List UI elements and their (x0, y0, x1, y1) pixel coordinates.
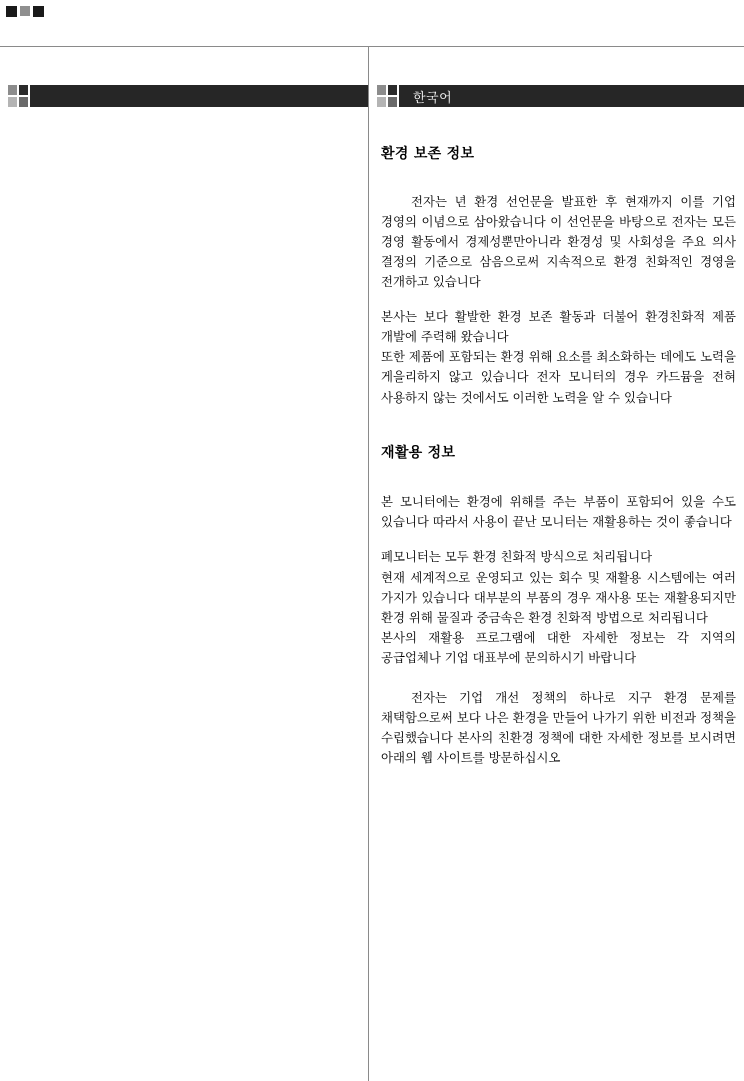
registration-mark-block-2 (20, 6, 30, 16)
left-section-header (8, 85, 368, 107)
registration-marks (6, 6, 44, 17)
paragraph-recycling-2: 폐모니터는 모두 환경 친화적 방식으로 처리됩니다 (381, 549, 653, 565)
paragraph-recycling-3: 현재 세계적으로 운영되고 있는 회수 및 재활용 시스템에는 여러 가지가 있습니다 대부분의 부품의 경우 재사용 또는 재활용되지만 환경 위해 물질과 중금속은 환경 친화적 방법으로 처리됩니다 (381, 569, 736, 625)
four-square-icon (8, 85, 28, 107)
registration-mark-block-1 (6, 6, 17, 17)
right-column (369, 47, 744, 1081)
registration-mark-block-3 (33, 6, 44, 17)
four-square-icon (377, 85, 397, 107)
document-page (0, 46, 744, 1081)
paragraph-recycling-1: 본 모니터에는 환경에 위해를 주는 부품이 포함되어 있을 수도 있습니다 따라서 사용이 끝난 모니터는 재활용하는 것이 좋습니다 (381, 494, 736, 530)
right-header-bar (399, 85, 744, 107)
left-column (0, 47, 369, 1081)
language-title: 한국어 (413, 90, 453, 106)
paragraph-recycling-5: 전자는 기업 개선 정책의 하나로 지구 환경 문제를 채택함으로써 보다 나은 환경을 만들어 나가기 위한 비전과 정책을 수립했습니다 본사의 친환경 정책에 대한 자세한 정보를 보시려면 아래의 웹 사이트를 방문하십시오 (381, 690, 736, 766)
paragraph-environment-1: 전자는 년 환경 선언문을 발표한 후 현재까지 이를 기업 경영의 이념으로 삼아왔습니다 이 선언문을 바탕으로 전자는 모든 경영 활동에서 경제성뿐만아니라 환경성 및 사회성을 주요 의사 결정의 기준으로 삼음으로써 지속적으로 환경 친화적인 경영을 전개하고 있습니다 (381, 193, 736, 290)
document-body (381, 143, 736, 783)
right-section-header (377, 85, 744, 107)
paragraph-environment-3: 또한 제품에 포함되는 환경 위해 요소를 최소화하는 데에도 노력을 게을리하지 않고 있습니다 전자 모니터의 경우 카드뮴을 전혀 사용하지 않는 것에서도 이러한 노력을 알 수 있습니다 (381, 349, 736, 405)
section-heading-environment: 환경 보존 정보 (381, 146, 475, 162)
left-header-bar (30, 85, 368, 107)
paragraph-environment-2: 본사는 보다 활발한 환경 보존 활동과 더불어 환경친화적 제품 개발에 주력해 왔습니다 (381, 309, 736, 345)
paragraph-recycling-4: 본사의 재활용 프로그램에 대한 자세한 정보는 각 지역의 공급업체나 기업 대표부에 문의하시기 바랍니다 (381, 629, 736, 665)
two-column-layout (0, 47, 744, 1081)
section-heading-recycling: 재활용 정보 (381, 444, 456, 461)
